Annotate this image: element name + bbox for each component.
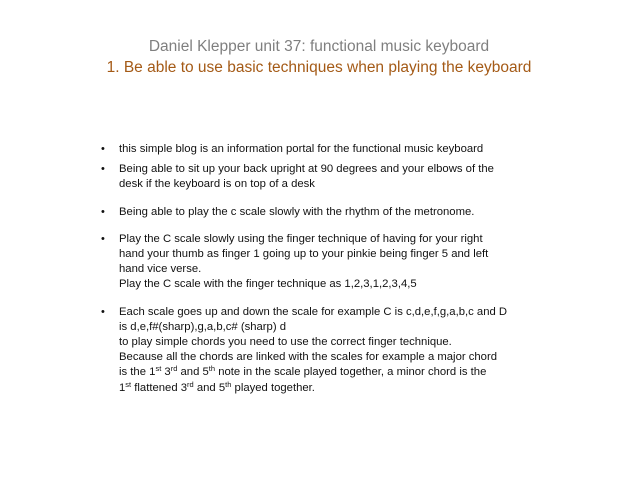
- bullet-item-scales-chords: [96, 305, 566, 396]
- bullet-text: desk if the keyboard is on top of a desk: [119, 178, 315, 191]
- bullet-text-minor-chord: 1st flattened 3rd and 5th played together.: [119, 379, 315, 394]
- bullet-item-c-scale-metronome: [96, 205, 566, 220]
- bullet-list: [96, 142, 566, 401]
- bullet-text: • Being able to sit up your back upright at 90 degrees and your elbows of the: [119, 163, 494, 176]
- bullet-text: hand your thumb as finger 1 going up to your pinkie being finger 5 and left: [119, 248, 489, 261]
- bullet-text: Play the C scale with the finger technique as 1,2,3,1,2,3,4,5: [119, 278, 417, 291]
- bullet-text: to play simple chords you need to use the correct finger technique.: [119, 336, 452, 349]
- bullet-text-chord-notes: is the 1st 3rd and 5th note in the scale played together, a minor chord is the: [119, 364, 487, 379]
- title-line-2: 1. Be able to use basic techniques when playing the keyboard: [106, 59, 532, 76]
- bullet-text: • Being able to play the c scale slowly with the rhythm of the metronome.: [119, 205, 475, 218]
- bullet-text: Because all the chords are linked with the scales for example a major chord: [119, 351, 498, 364]
- bullet-item-posture: [96, 162, 566, 192]
- bullet-text: • Play the C scale slowly using the finger technique of having for your right: [119, 232, 483, 245]
- slide-title: [0, 36, 638, 78]
- bullet-item-blog-info: [96, 142, 566, 157]
- title-line-1: Daniel Klepper unit 37: functional music keyboard: [148, 38, 490, 55]
- bullet-text: hand vice verse.: [119, 263, 202, 276]
- bullet-item-finger-technique: [96, 232, 566, 293]
- bullet-text: • this simple blog is an information portal for the functional music keyboard: [119, 143, 484, 155]
- bullet-text: is d,e,f#(sharp),g,a,b,c# (sharp) d: [119, 320, 287, 333]
- bullet-text: • Each scale goes up and down the scale for example C is c,d,e,f,g,a,b,c and D: [119, 305, 508, 318]
